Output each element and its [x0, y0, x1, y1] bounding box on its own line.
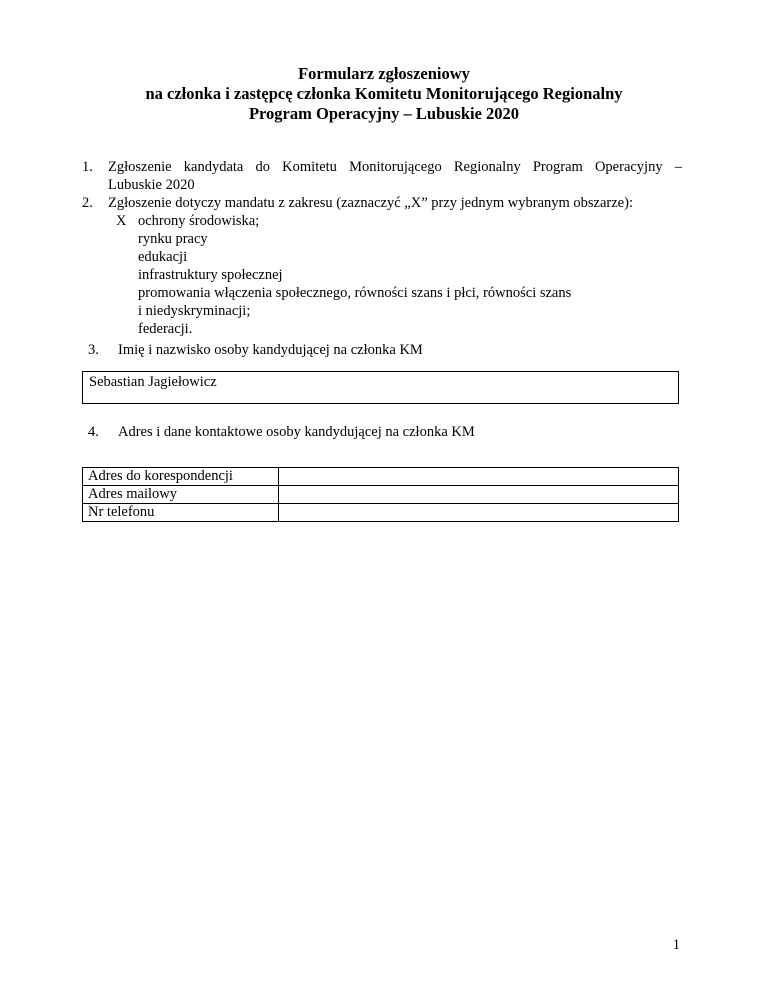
row-label: Adres mailowy [83, 486, 279, 504]
item-text-line-1: Zgłoszenie kandydata do Komitetu Monitorującego Regionalny Program Operacyjny – [108, 159, 682, 175]
row-label: Nr telefonu [83, 504, 279, 522]
form-title [0, 64, 768, 124]
candidate-name-field[interactable] [82, 371, 679, 404]
option-label: promowania włączenia społecznego, równości szans i płci, równości szans [138, 285, 572, 301]
option-label-line-2: i niedyskryminacji; [138, 303, 251, 319]
option-edukacji[interactable] [82, 248, 682, 266]
option-label: ochrony środowiska; [138, 213, 260, 229]
row-label: Adres do korespondencji [83, 468, 279, 486]
item-text-line-2: Lubuskie 2020 [108, 177, 195, 193]
option-infrastruktury-spolecznej[interactable] [82, 266, 682, 284]
option-label: infrastruktury społecznej [138, 267, 283, 283]
title-line-3: Program Operacyjny – Lubuskie 2020 [248, 104, 520, 123]
option-label: federacji. [138, 321, 193, 337]
item-text: Zgłoszenie dotyczy mandatu z zakresu (zaznaczyć „X” przy jednym wybranym obszarze): [108, 195, 633, 211]
table-row [83, 468, 679, 486]
item-number: 1. [82, 159, 93, 175]
table-row [83, 504, 679, 522]
mandate-options [82, 212, 682, 338]
email-field[interactable] [279, 486, 679, 504]
list-item-2 [82, 194, 682, 212]
option-promowania-wlaczenia[interactable] [82, 284, 682, 320]
table-row [83, 486, 679, 504]
section-number: 3. [88, 342, 99, 358]
option-ochrony-srodowiska[interactable] [82, 212, 682, 230]
section-label: Imię i nazwisko osoby kandydującej na członka KM [118, 342, 423, 358]
page-number: 1 [672, 937, 680, 953]
address-field[interactable] [279, 468, 679, 486]
candidate-name-value: Sebastian Jagiełowicz [89, 374, 217, 390]
section-4-heading [88, 423, 475, 441]
option-mark[interactable]: X [116, 213, 127, 229]
section-number: 4. [88, 424, 99, 440]
section-3-heading [88, 341, 423, 359]
section-label: Adres i dane kontaktowe osoby kandydującej na członka KM [118, 424, 475, 440]
option-label: rynku pracy [138, 231, 208, 247]
item-number: 2. [82, 195, 93, 211]
option-label: edukacji [138, 249, 188, 265]
title-line-1: Formularz zgłoszeniowy [298, 64, 470, 83]
title-line-2: na członka i zastępcę członka Komitetu Monitorującego Regionalny [145, 84, 623, 103]
option-federacji[interactable] [82, 320, 682, 338]
list-item-1 [82, 158, 682, 194]
numbered-list [82, 158, 682, 338]
phone-field[interactable] [279, 504, 679, 522]
option-rynku-pracy[interactable] [82, 230, 682, 248]
contact-table [82, 467, 679, 522]
